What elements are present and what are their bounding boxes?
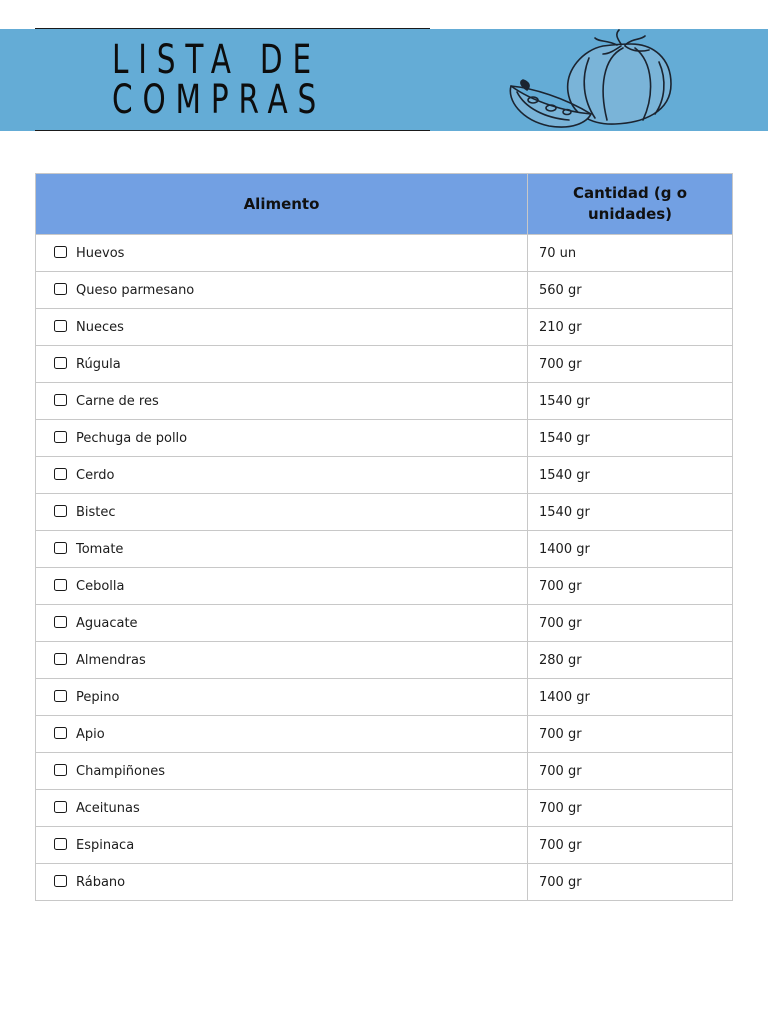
- food-cell: [36, 457, 528, 494]
- quantity-cell: 1400 gr: [528, 531, 733, 568]
- quantity-cell: 700 gr: [528, 827, 733, 864]
- food-cell: [36, 605, 528, 642]
- table-row: [36, 457, 733, 494]
- table-row: [36, 679, 733, 716]
- quantity-cell: 700 gr: [528, 790, 733, 827]
- item-checkbox[interactable]: [54, 320, 67, 332]
- item-checkbox[interactable]: [54, 246, 67, 258]
- food-name: Champiñones: [76, 763, 166, 779]
- food-name: Huevos: [76, 245, 125, 261]
- food-name: Carne de res: [76, 393, 159, 409]
- food-name: Rúgula: [76, 356, 121, 372]
- food-name: Aceitunas: [76, 800, 140, 816]
- item-checkbox[interactable]: [54, 394, 67, 406]
- food-cell: [36, 753, 528, 790]
- item-checkbox[interactable]: [54, 727, 67, 739]
- table-row: [36, 309, 733, 346]
- food-cell: [36, 864, 528, 901]
- table-row: [36, 642, 733, 679]
- food-cell: [36, 568, 528, 605]
- title-line-2: COMPRAS: [112, 77, 327, 123]
- tomato-illustration-icon: [503, 28, 678, 130]
- food-cell: [36, 790, 528, 827]
- quantity-cell: 700 gr: [528, 605, 733, 642]
- food-cell: [36, 827, 528, 864]
- quantity-cell: 210 gr: [528, 309, 733, 346]
- food-name: Aguacate: [76, 615, 138, 631]
- food-name: Espinaca: [76, 837, 135, 853]
- item-checkbox[interactable]: [54, 579, 67, 591]
- item-checkbox[interactable]: [54, 653, 67, 665]
- food-cell: [36, 494, 528, 531]
- food-cell: [36, 716, 528, 753]
- quantity-cell: 280 gr: [528, 642, 733, 679]
- table-row: [36, 346, 733, 383]
- table-row: [36, 827, 733, 864]
- food-cell: [36, 235, 528, 272]
- food-cell: [36, 383, 528, 420]
- item-checkbox[interactable]: [54, 616, 67, 628]
- item-checkbox[interactable]: [54, 542, 67, 554]
- food-cell: [36, 272, 528, 309]
- item-checkbox[interactable]: [54, 468, 67, 480]
- table-row: [36, 753, 733, 790]
- food-name: Almendras: [76, 652, 146, 668]
- quantity-cell: 1540 gr: [528, 457, 733, 494]
- table-row: [36, 568, 733, 605]
- food-name: Nueces: [76, 319, 124, 335]
- item-checkbox[interactable]: [54, 875, 67, 887]
- table-row: [36, 531, 733, 568]
- food-cell: [36, 679, 528, 716]
- table-row: [36, 383, 733, 420]
- shopping-list-table: [35, 173, 733, 901]
- table-header-row: [36, 174, 733, 235]
- page-title: [112, 37, 327, 123]
- food-name: Rábano: [76, 874, 126, 890]
- banner-divider-top: [35, 28, 430, 29]
- quantity-cell: 700 gr: [528, 716, 733, 753]
- food-name: Queso parmesano: [76, 282, 195, 298]
- quantity-cell: 700 gr: [528, 346, 733, 383]
- table-row: [36, 272, 733, 309]
- food-name: Bistec: [76, 504, 116, 520]
- table-row: [36, 790, 733, 827]
- quantity-cell: 700 gr: [528, 568, 733, 605]
- item-checkbox[interactable]: [54, 838, 67, 850]
- food-cell: [36, 346, 528, 383]
- item-checkbox[interactable]: [54, 801, 67, 813]
- table-row: [36, 864, 733, 901]
- food-name: Cerdo: [76, 467, 115, 483]
- quantity-cell: 70 un: [528, 235, 733, 272]
- food-name: Pepino: [76, 689, 120, 705]
- quantity-cell: 700 gr: [528, 864, 733, 901]
- column-header-food: Alimento: [36, 174, 528, 235]
- food-cell: [36, 420, 528, 457]
- table-row: [36, 494, 733, 531]
- quantity-cell: 560 gr: [528, 272, 733, 309]
- item-checkbox[interactable]: [54, 431, 67, 443]
- food-cell: [36, 642, 528, 679]
- quantity-cell: 1400 gr: [528, 679, 733, 716]
- table-row: [36, 420, 733, 457]
- quantity-cell: 1540 gr: [528, 420, 733, 457]
- item-checkbox[interactable]: [54, 505, 67, 517]
- item-checkbox[interactable]: [54, 690, 67, 702]
- banner-divider-bottom: [35, 130, 430, 131]
- title-line-1: LISTA DE: [112, 37, 321, 83]
- food-name: Apio: [76, 726, 105, 742]
- quantity-cell: 700 gr: [528, 753, 733, 790]
- table-row: [36, 605, 733, 642]
- table-row: [36, 235, 733, 272]
- food-cell: [36, 309, 528, 346]
- food-name: Tomate: [76, 541, 124, 557]
- food-name: Cebolla: [76, 578, 125, 594]
- quantity-cell: 1540 gr: [528, 494, 733, 531]
- item-checkbox[interactable]: [54, 357, 67, 369]
- column-header-quantity: Cantidad (g o unidades): [528, 174, 733, 235]
- item-checkbox[interactable]: [54, 764, 67, 776]
- food-name: Pechuga de pollo: [76, 430, 188, 446]
- quantity-cell: 1540 gr: [528, 383, 733, 420]
- table-row: [36, 716, 733, 753]
- item-checkbox[interactable]: [54, 283, 67, 295]
- food-cell: [36, 531, 528, 568]
